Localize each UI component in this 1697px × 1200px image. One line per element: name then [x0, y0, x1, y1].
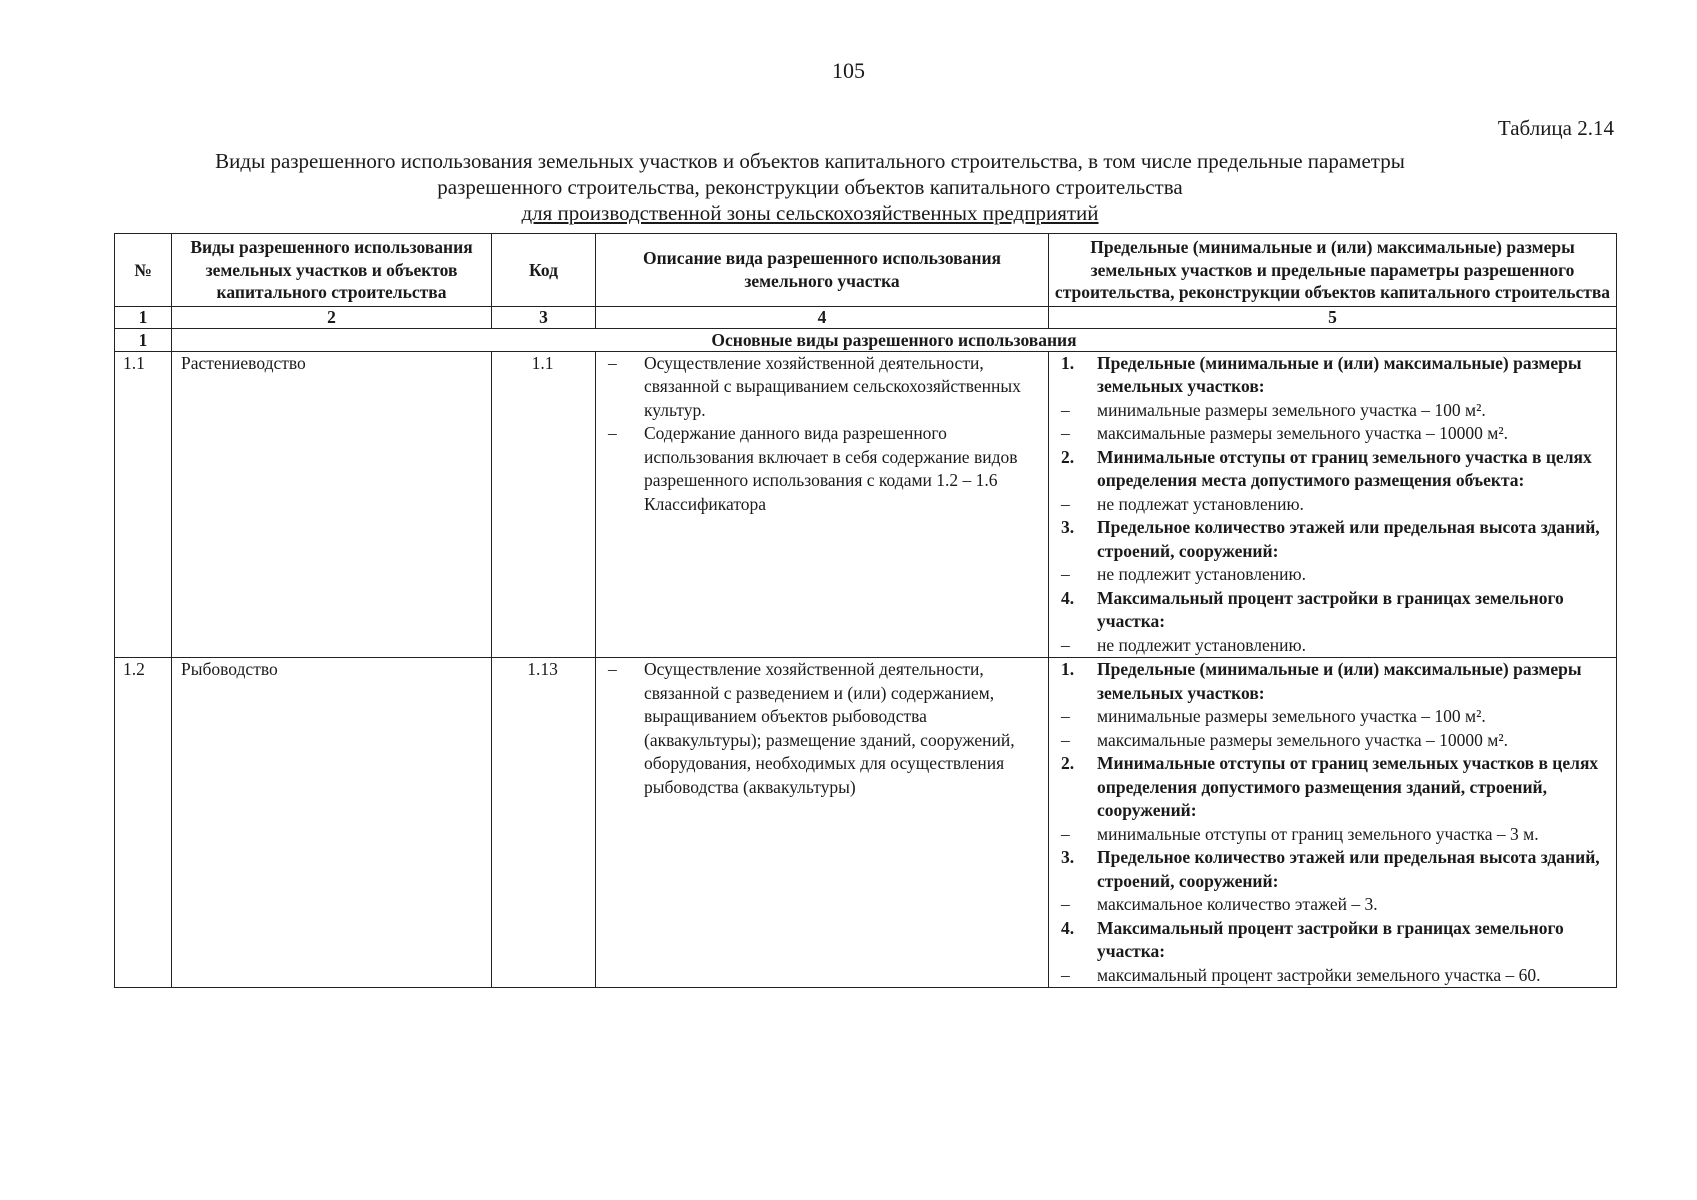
parameter-number: 4.: [1061, 917, 1075, 938]
column-index-row: [115, 306, 1617, 328]
parameter-item-text: максимальное количество этажей – 3.: [1097, 894, 1378, 914]
column-index: 3: [492, 306, 596, 328]
parameter-item-text: не подлежит установлению.: [1097, 634, 1306, 655]
parameter-heading-text: Предельные (минимальные и (или) максимальные) размеры земельных участков:: [1097, 352, 1582, 396]
parameter-heading: [1057, 516, 1608, 563]
row-num: 1.1: [115, 351, 172, 658]
dash-marker: –: [1061, 706, 1070, 726]
parameter-item: [1057, 729, 1608, 753]
parameter-number: 1.: [1061, 352, 1075, 373]
table-row: [115, 658, 1617, 988]
table-row: [115, 351, 1617, 658]
description-item: [604, 352, 1040, 423]
row-type: Рыбоводство: [172, 658, 492, 988]
column-index: 2: [172, 306, 492, 328]
parameters-list: [1051, 352, 1614, 658]
parameter-heading: [1057, 917, 1608, 964]
parameter-item-text: минимальные размеры земельного участка – 100 м².: [1097, 706, 1486, 726]
parameter-item: [1057, 422, 1608, 446]
dash-marker: –: [608, 423, 617, 443]
parameter-heading: [1057, 352, 1608, 399]
row-description: [596, 351, 1049, 658]
parameter-item: [1057, 893, 1608, 917]
parameter-item: [1057, 634, 1608, 658]
parameter-heading-text: Максимальный процент застройки в границах земельного участка:: [1097, 587, 1564, 631]
dash-marker: –: [1061, 894, 1070, 914]
parameter-heading: [1057, 752, 1608, 823]
parameter-item-text: минимальные отступы от границ земельного участка – 3 м.: [1097, 823, 1539, 844]
parameter-heading: [1057, 587, 1608, 634]
parameter-number: 3.: [1061, 517, 1075, 537]
row-description: [596, 658, 1049, 988]
parameter-number: 2.: [1061, 446, 1075, 467]
parameter-heading-text: Минимальные отступы от границ земельного участка в целях определения места допустимого размещения объекта:: [1097, 446, 1592, 490]
parameter-heading: [1057, 658, 1608, 705]
description-text: Осуществление хозяйственной деятельности, связанной с выращиванием сельскохозяйственных культур.: [644, 352, 1021, 420]
header-type: Виды разрешенного использования земельных участков и объектов капитального строительства: [172, 234, 492, 307]
description-item: [604, 658, 1040, 799]
parameter-item: [1057, 705, 1608, 729]
header-code: Код: [492, 234, 596, 307]
section-label: Основные виды разрешенного использования: [172, 328, 1617, 351]
parameter-item-text: максимальные размеры земельного участка – 10000 м².: [1097, 423, 1508, 443]
title-line-1: Виды разрешенного использования земельных участков и объектов капитального строительства, в том числе предельные параметры: [215, 149, 1405, 173]
parameter-number: 4.: [1061, 587, 1075, 608]
dash-marker: –: [1061, 634, 1070, 655]
title-line-3: [120, 200, 1500, 226]
table-label: Таблица 2.14: [1497, 116, 1614, 140]
dash-marker: –: [1061, 729, 1070, 750]
parameter-heading-text: Максимальный процент застройки в границах земельного участка:: [1097, 917, 1564, 961]
parameter-item-text: максимальные размеры земельного участка – 10000 м².: [1097, 729, 1508, 750]
parameter-item: [1057, 823, 1608, 847]
dash-marker: –: [1061, 823, 1070, 844]
parameter-item-text: не подлежит установлению.: [1097, 564, 1306, 584]
parameter-number: 1.: [1061, 659, 1075, 679]
parameter-item-text: минимальные размеры земельного участка – 100 м².: [1097, 399, 1486, 420]
column-index: 1: [115, 306, 172, 328]
dash-marker: –: [1061, 423, 1070, 443]
row-type: Растениеводство: [172, 351, 492, 658]
parameter-item: [1057, 493, 1608, 517]
parameter-number: 3.: [1061, 847, 1075, 867]
description-list: [598, 658, 1046, 799]
parameter-heading: [1057, 846, 1608, 893]
table-header-row: [115, 234, 1617, 307]
description-text: Осуществление хозяйственной деятельности, связанной с разведением и (или) содержанием, выращиванием объектов рыбоводства (аквакультуры); размещение зданий, сооружений, оборудования, необходимых для осуществления рыбоводства (аквакультуры): [644, 659, 1015, 797]
dash-marker: –: [1061, 964, 1070, 985]
permitted-use-table: [114, 233, 1617, 988]
column-index: 5: [1049, 306, 1617, 328]
parameter-number: 2.: [1061, 753, 1075, 773]
parameter-heading: [1057, 446, 1608, 493]
description-list: [598, 352, 1046, 517]
dash-marker: –: [1061, 564, 1070, 584]
title-line-3-text: для производственной зоны сельскохозяйственных предприятий: [521, 201, 1099, 225]
row-code: 1.1: [492, 351, 596, 658]
header-desc: Описание вида разрешенного использования земельного участка: [596, 234, 1049, 307]
parameter-item: [1057, 399, 1608, 423]
title-line-2: разрешенного строительства, реконструкции объектов капитального строительства: [437, 175, 1183, 199]
section-row: [115, 328, 1617, 351]
header-params: Предельные (минимальные и (или) максимальные) размеры земельных участков и предельные параметры разрешенного строительства, реконструкции объектов капитального строительства: [1049, 234, 1617, 307]
row-num: 1.2: [115, 658, 172, 988]
parameter-item: [1057, 563, 1608, 587]
parameters-list: [1051, 658, 1614, 987]
header-num: №: [115, 234, 172, 307]
section-num: 1: [115, 328, 172, 351]
description-item: [604, 422, 1040, 516]
parameter-item-text: максимальный процент застройки земельного участка – 60.: [1097, 964, 1541, 985]
column-index: 4: [596, 306, 1049, 328]
description-text: Содержание данного вида разрешенного использования включает в себя содержание видов разрешенного использования с кодами 1.2 – 1.6 Классификатора: [644, 423, 1018, 514]
parameter-item-text: не подлежат установлению.: [1097, 493, 1304, 514]
dash-marker: –: [608, 659, 617, 679]
row-code: 1.13: [492, 658, 596, 988]
document-title: [120, 148, 1500, 226]
parameter-heading-text: Предельное количество этажей или предельная высота зданий, строений, сооружений:: [1097, 847, 1600, 891]
dash-marker: –: [1061, 493, 1070, 514]
parameter-heading-text: Предельные (минимальные и (или) максимальные) размеры земельных участков:: [1097, 659, 1582, 703]
parameter-heading-text: Предельное количество этажей или предельная высота зданий, строений, сооружений:: [1097, 517, 1600, 561]
row-parameters: [1049, 658, 1617, 988]
dash-marker: –: [1061, 399, 1070, 420]
row-parameters: [1049, 351, 1617, 658]
parameter-heading-text: Минимальные отступы от границ земельных участков в целях определения допустимого размещения зданий, строений, сооружений:: [1097, 753, 1599, 820]
parameter-item: [1057, 964, 1608, 988]
dash-marker: –: [608, 352, 617, 373]
page-number: 105: [832, 58, 865, 83]
